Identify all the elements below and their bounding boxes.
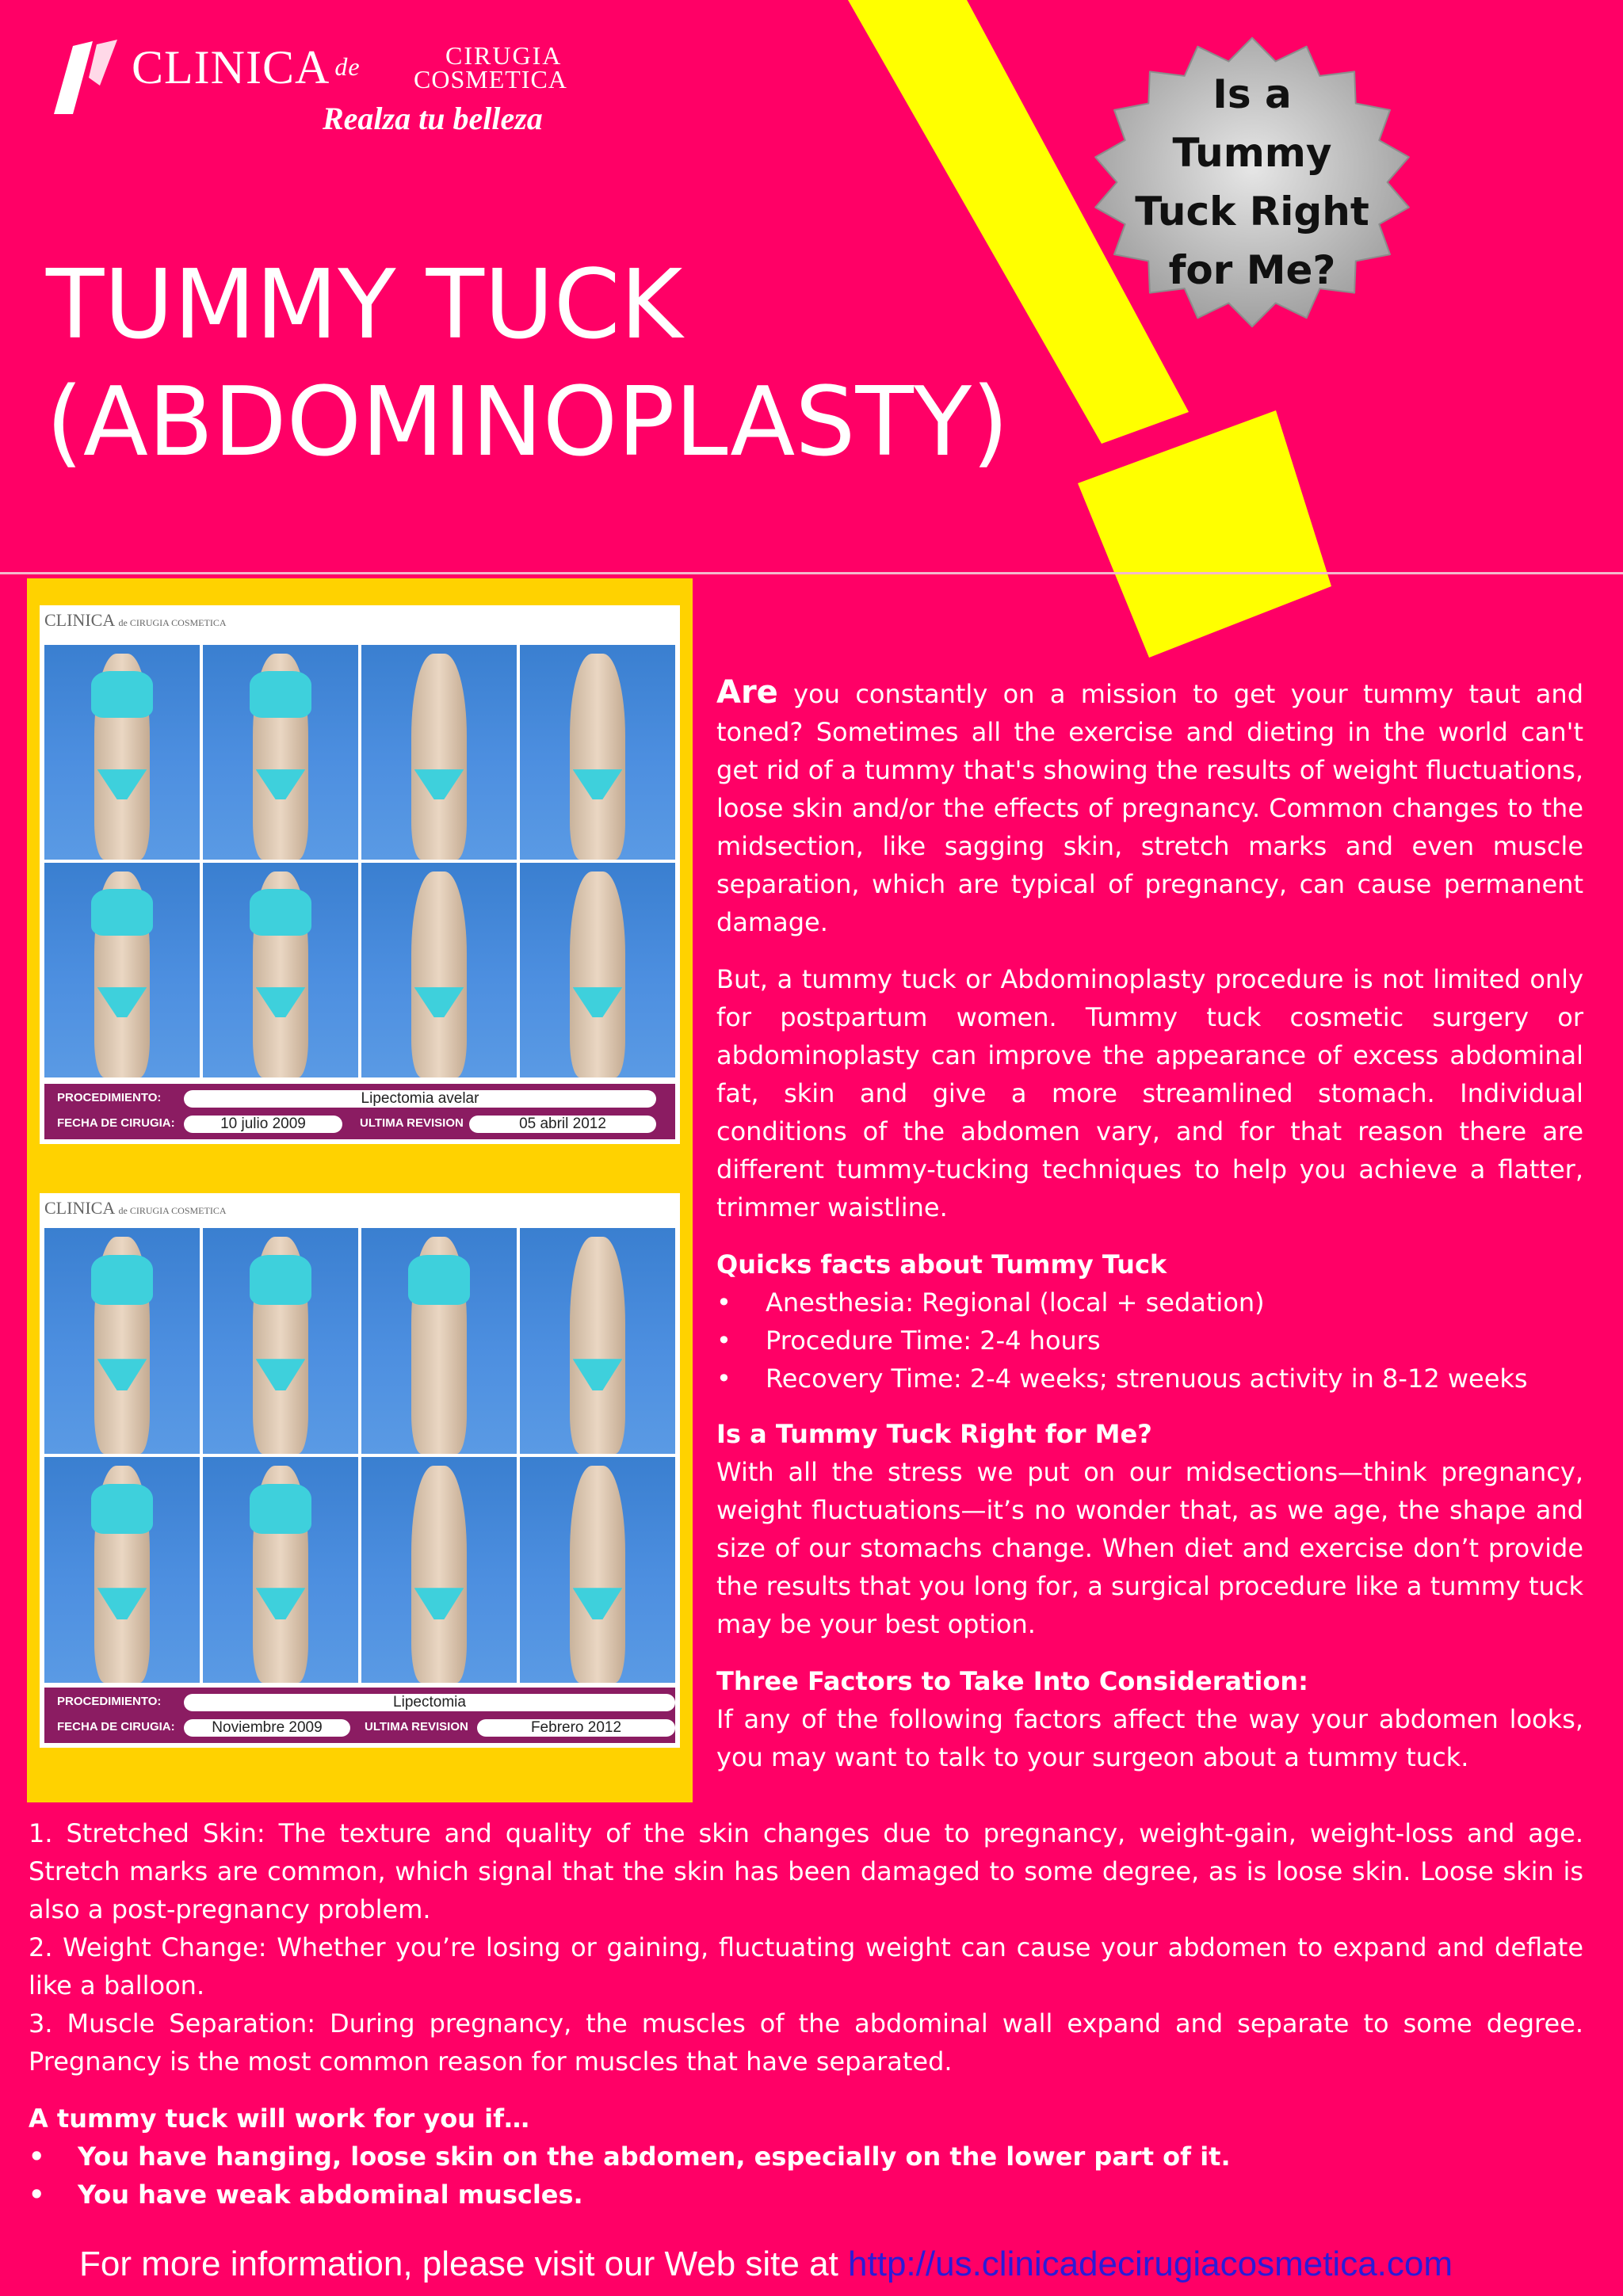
three-factors-heading: Three Factors to Take Into Consideration:: [716, 1666, 1308, 1696]
three-factors-text: If any of the following factors affect the way your abdomen looks, you may want to talk to your surgeon about a tummy tuck.: [716, 1704, 1583, 1772]
card-logo: CLINICA de CIRUGIA COSMETICA: [44, 1198, 227, 1218]
badge-text: [1078, 32, 1426, 333]
patient-photo: [361, 1457, 517, 1683]
procedure-label: PROCEDIMIENTO:: [57, 1695, 162, 1708]
patient-photo: [44, 1228, 200, 1454]
right-for-me-heading: Is a Tummy Tuck Right for Me?: [716, 1419, 1152, 1449]
right-for-me-text: With all the stress we put on our midsections—think pregnancy, weight fluctuations—it’s no wonder that, as we age, the shape and size of our stomachs change. When diet and exercise don’t provide the results that you long for, a surgical procedure like a tummy tuck may be your best option.: [716, 1457, 1583, 1639]
title-line-2: (ABDOMINOPLASTY): [46, 368, 1009, 478]
revision-label: ULTIMA REVISION: [365, 1720, 468, 1733]
website-link[interactable]: http://us.clinicadecirugiacosmetica.com: [848, 2245, 1453, 2283]
factors-list: [29, 1814, 1583, 2081]
header-divider: [0, 572, 1623, 574]
quick-facts-list: [716, 1283, 1583, 1398]
work-for-you-section: [29, 2100, 1583, 2214]
patient-photo: [361, 1228, 517, 1454]
factor-stretched-skin: 1. Stretched Skin: The texture and quality of the skin changes due to pregnancy, weight-gain, weight-loss and age. Stretch marks are common, which signal that the skin has been damaged to some degree, as is loose skin. Loose skin is also a post-pregnancy problem.: [29, 1818, 1583, 1924]
revision-label: ULTIMA REVISION: [360, 1116, 464, 1130]
badge-line-3: Tuck Right: [1135, 189, 1369, 235]
list-item: • Recovery Time: 2-4 weeks; strenuous activity in 8-12 weeks: [716, 1360, 1583, 1398]
card-logo: CLINICA de CIRUGIA COSMETICA: [44, 610, 227, 630]
patient-photo: [203, 863, 358, 1077]
before-after-card: [40, 1193, 680, 1748]
badge-line-1: Is a: [1212, 71, 1292, 117]
badge-line-2: Tummy: [1172, 130, 1332, 176]
question-badge: [1078, 32, 1426, 333]
revision-value: 05 abril 2012: [469, 1116, 656, 1133]
patient-photo: [203, 1457, 358, 1683]
factor-muscle-separation: 3. Muscle Separation: During pregnancy, the muscles of the abdominal wall expand and separate to some degree. Pregnancy is the most common reason for muscles that have separated.: [29, 2008, 1583, 2077]
patient-photo: [520, 1228, 675, 1454]
date-label: FECHA DE CIRUGIA:: [57, 1116, 175, 1130]
patient-photo: [361, 863, 517, 1077]
badge-line-4: for Me?: [1168, 247, 1336, 293]
patient-photo: [361, 645, 517, 860]
patient-photo: [520, 645, 675, 860]
logo-mark-icon: [49, 38, 120, 117]
patient-photo: [520, 863, 675, 1077]
intro-paragraph-1: [716, 673, 1583, 941]
list-item: • You have hanging, loose skin on the abdomen, especially on the lower part of it.: [29, 2138, 1583, 2176]
logo-main-text: CLINICA: [132, 41, 330, 93]
before-after-card: [40, 605, 680, 1144]
factor-weight-change: 2. Weight Change: Whether you’re losing or gaining, fluctuating weight can cause your abdomen to expand and deflate like a balloon.: [29, 1932, 1583, 2000]
logo-cirugia: CIRUGIA: [445, 41, 563, 70]
date-label: FECHA DE CIRUGIA:: [57, 1720, 175, 1733]
procedure-value: Lipectomia: [184, 1694, 675, 1711]
intro-text-1: you constantly on a mission to get your tummy taut and toned? Sometimes all the exercise and dieting in the world can't get rid of a tummy that's showing the results of weight fluctuations, loose skin and/or the effects of pregnancy. Common changes to the midsection, like sagging skin, stretch marks and even muscle separation, which are typical of pregnancy, can cause permanent damage.: [716, 679, 1584, 937]
footer-text: For more information, please visit our Web site at: [79, 2245, 849, 2283]
intro-column: [716, 673, 1583, 1776]
logo-tagline: Realza tu belleza: [323, 101, 543, 136]
logo-wordmark: [132, 43, 365, 91]
patient-photo: [44, 645, 200, 860]
revision-value: Febrero 2012: [477, 1719, 675, 1737]
list-item: • Procedure Time: 2-4 hours: [716, 1322, 1583, 1360]
patient-photo: [44, 863, 200, 1077]
clinic-logo: [49, 32, 567, 143]
date-value: 10 julio 2009: [184, 1116, 342, 1133]
intro-lead-word: Are: [716, 674, 778, 711]
procedure-info-bar: [44, 1084, 675, 1139]
patient-photo: [520, 1457, 675, 1683]
work-for-you-heading: A tummy tuck will work for you if…: [29, 2103, 529, 2134]
procedure-label: PROCEDIMIENTO:: [57, 1091, 162, 1104]
procedure-info-bar: [44, 1688, 675, 1743]
photo-grid: [44, 645, 675, 1077]
quick-facts-heading: Quicks facts about Tummy Tuck: [716, 1249, 1167, 1280]
patient-photo: [44, 1457, 200, 1683]
before-after-panel: [27, 578, 693, 1802]
photo-grid: [44, 1228, 675, 1683]
list-item: • You have weak abdominal muscles.: [29, 2176, 1583, 2214]
list-item: • Anesthesia: Regional (local + sedation): [716, 1283, 1583, 1322]
date-value: Noviembre 2009: [184, 1719, 350, 1737]
procedure-value: Lipectomia avelar: [184, 1090, 656, 1108]
logo-de-text: de: [334, 52, 361, 81]
page-title: [46, 247, 1009, 482]
title-line-1: TUMMY TUCK: [46, 250, 683, 360]
intro-paragraph-2: But, a tummy tuck or Abdominoplasty procedure is not limited only for postpartum women. Tummy tuck cosmetic surgery or abdominoplasty can improve the appearance of excess abdominal fat, skin and give a more streamlined stomach. Individual conditions of the abdomen vary, and for that reason there are different tummy-tucking techniques to help you achieve a flatter, trimmer waistline.: [716, 964, 1583, 1222]
work-for-you-list: [29, 2138, 1583, 2214]
footer: [79, 2242, 1453, 2286]
patient-photo: [203, 645, 358, 860]
logo-cosmetica: COSMETICA: [414, 65, 567, 93]
patient-photo: [203, 1228, 358, 1454]
